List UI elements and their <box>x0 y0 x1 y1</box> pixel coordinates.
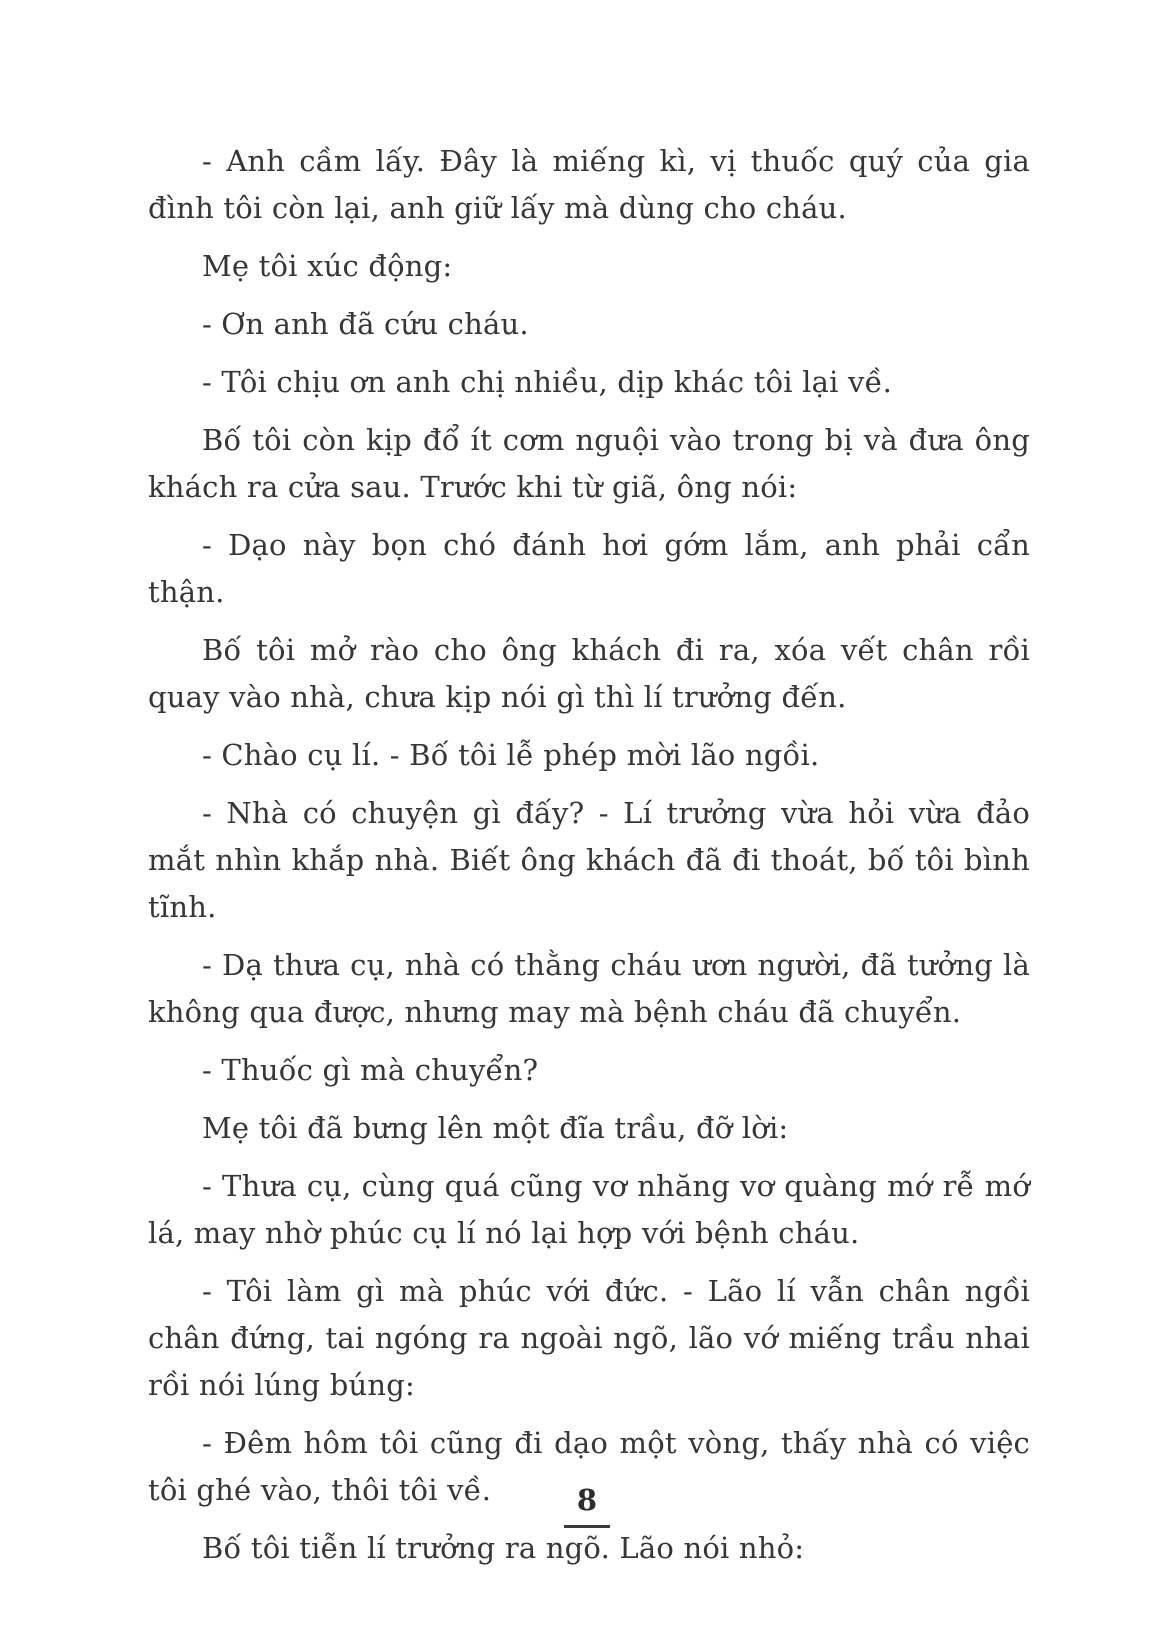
paragraph: - Dạo này bọn chó đánh hơi gớm lắm, anh phải cẩn thận. <box>148 528 1030 609</box>
paragraph: Bố tôi mở rào cho ông khách đi ra, xóa vết chân rồi quay vào nhà, chưa kịp nói gì thì lí trưởng đến. <box>148 633 1030 714</box>
paragraph: Bố tôi còn kịp đổ ít cơm nguội vào trong bị và đưa ông khách ra cửa sau. Trước khi từ giã, ông nói: <box>148 423 1030 504</box>
page-number: 8 <box>564 1483 610 1528</box>
paragraph: Mẹ tôi xúc động: <box>202 249 453 283</box>
paragraph: Bố tôi tiễn lí trưởng ra ngõ. Lão nói nhỏ: <box>202 1531 805 1565</box>
paragraph: - Thuốc gì mà chuyển? <box>202 1053 539 1087</box>
page-footer <box>0 1483 1174 1528</box>
paragraph: - Tôi làm gì mà phúc với đức. - Lão lí vẫn chân ngồi chân đứng, tai ngóng ra ngoài ngõ, lão vớ miếng trầu nhai rồi nói lúng búng: <box>148 1274 1030 1402</box>
paragraph: - Dạ thưa cụ, nhà có thằng cháu ươn người, đã tưởng là không qua được, nhưng may mà bệnh cháu đã chuyển. <box>148 948 1030 1029</box>
paragraph: - Ơn anh đã cứu cháu. <box>202 307 529 341</box>
paragraph: - Anh cầm lấy. Đây là miếng kì, vị thuốc quý của gia đình tôi còn lại, anh giữ lấy mà dùng cho cháu. <box>148 144 1030 225</box>
paragraph: - Đêm hôm tôi cũng đi dạo một vòng, thấy nhà có việc tôi ghé vào, thôi tôi về. <box>148 1426 1030 1507</box>
paragraph: - Thưa cụ, cùng quá cũng vơ nhăng vơ quàng mớ rễ mớ lá, may nhờ phúc cụ lí nó lại hợp với bệnh cháu. <box>148 1169 1030 1250</box>
page-body-text <box>148 138 1030 1572</box>
paragraph: - Nhà có chuyện gì đấy? - Lí trưởng vừa hỏi vừa đảo mắt nhìn khắp nhà. Biết ông khách đã đi thoát, bố tôi bình tĩnh. <box>148 796 1030 924</box>
paragraph: - Chào cụ lí. - Bố tôi lễ phép mời lão ngồi. <box>202 738 820 772</box>
paragraph: Mẹ tôi đã bưng lên một đĩa trầu, đỡ lời: <box>202 1111 789 1145</box>
paragraph: - Tôi chịu ơn anh chị nhiều, dịp khác tôi lại về. <box>202 365 893 399</box>
